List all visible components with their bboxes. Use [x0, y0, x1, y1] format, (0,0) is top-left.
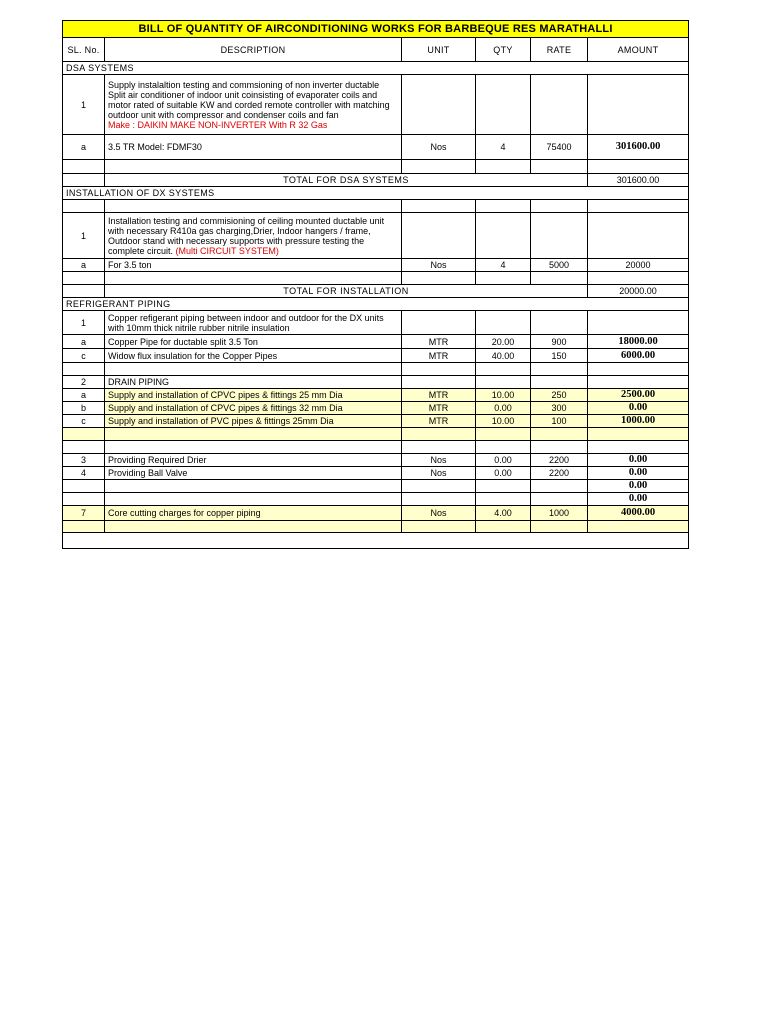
- drain-piping-label: DRAIN PIPING: [105, 376, 402, 389]
- drier-rate: 2200: [531, 454, 588, 467]
- piping-c-amount: 6000.00: [588, 349, 689, 363]
- footer-blank-row: [63, 533, 689, 549]
- core-cutting-qty: 4.00: [476, 506, 531, 521]
- total-row: [63, 285, 689, 298]
- header-rate: RATE: [531, 38, 588, 62]
- dsa-a-qty: 4: [476, 135, 531, 160]
- installation-item1-note: (Multi CIRCUIT SYSTEM): [175, 245, 279, 256]
- valve-description: Providing Ball Valve: [105, 467, 402, 480]
- drain-sl: 2: [63, 376, 105, 389]
- piping-a-amount: 18000.00: [588, 335, 689, 349]
- table-row: [63, 454, 689, 467]
- header-sl: SL. No.: [63, 38, 105, 62]
- drain-c-sl: c: [63, 415, 105, 428]
- total-row: [63, 174, 689, 187]
- drain-b-unit: MTR: [402, 402, 476, 415]
- piping-item1-description: Copper refigerant piping between indoor and outdoor for the DX units with 10mm thick nitrile rubber nitrile insulation: [105, 311, 402, 335]
- section-installation: INSTALLATION OF DX SYSTEMS: [63, 187, 689, 200]
- drain-c-amount: 1000.00: [588, 415, 689, 428]
- valve-qty: 0.00: [476, 467, 531, 480]
- table-row: [63, 493, 689, 506]
- installation-a-amount: 20000: [588, 259, 689, 272]
- piping-a-sl: a: [63, 335, 105, 349]
- table-row: [63, 506, 689, 521]
- header-row: [63, 38, 689, 62]
- valve-rate: 2200: [531, 467, 588, 480]
- piping-item1-sl: 1: [63, 311, 105, 335]
- drier-unit: Nos: [402, 454, 476, 467]
- extra-amount: 0.00: [588, 493, 689, 506]
- drain-b-qty: 0.00: [476, 402, 531, 415]
- drain-b-description: Supply and installation of CPVC pipes & fittings 32 mm Dia: [105, 402, 402, 415]
- dsa-item1-description: [105, 75, 402, 135]
- installation-item1-sl: 1: [63, 213, 105, 259]
- drain-c-unit: MTR: [402, 415, 476, 428]
- boq-table: [62, 20, 689, 549]
- drier-amount: 0.00: [588, 454, 689, 467]
- drier-sl: 3: [63, 454, 105, 467]
- dsa-item1-sl: 1: [63, 75, 105, 135]
- core-cutting-rate: 1000: [531, 506, 588, 521]
- drain-b-rate: 300: [531, 402, 588, 415]
- table-row: [63, 349, 689, 363]
- dsa-a-sl: a: [63, 135, 105, 160]
- drain-a-amount: 2500.00: [588, 389, 689, 402]
- installation-a-description: For 3.5 ton: [105, 259, 402, 272]
- valve-sl: 4: [63, 467, 105, 480]
- dsa-a-amount: 301600.00: [588, 135, 689, 160]
- piping-a-unit: MTR: [402, 335, 476, 349]
- boq-sheet: [62, 20, 688, 549]
- extra-amount: 0.00: [588, 480, 689, 493]
- header-description: DESCRIPTION: [105, 38, 402, 62]
- drain-b-amount: 0.00: [588, 402, 689, 415]
- piping-a-rate: 900: [531, 335, 588, 349]
- piping-c-description: Widow flux insulation for the Copper Pipes: [105, 349, 402, 363]
- dsa-total-amount: 301600.00: [588, 174, 689, 187]
- table-row: [63, 135, 689, 160]
- dsa-item1-text: Supply instalaltion testing and commsioning of non inverter ductable Split air conditioner of indoor unit coinsisting of evaporater coils and motor rated of suitable KW and corded remote controller with matching outdoor unit with compressor and condenser coils and fan: [108, 79, 390, 120]
- piping-c-qty: 40.00: [476, 349, 531, 363]
- dsa-a-rate: 75400: [531, 135, 588, 160]
- installation-item1-text: Installation testing and commisioning of ceiling mounted ductable unit with necessary R410a gas charging,Drier, Indoor hangers / frame, Outdoor stand with necessary supports with pressure testing the complete circuit.: [108, 215, 385, 256]
- core-cutting-amount: 4000.00: [588, 506, 689, 521]
- section-dsa-systems: DSA SYSTEMS: [63, 62, 689, 75]
- installation-a-unit: Nos: [402, 259, 476, 272]
- header-qty: QTY: [476, 38, 531, 62]
- drain-a-unit: MTR: [402, 389, 476, 402]
- installation-item1-description: [105, 213, 402, 259]
- installation-total-label: TOTAL FOR INSTALLATION: [105, 285, 588, 298]
- table-row: [63, 259, 689, 272]
- drain-a-qty: 10.00: [476, 389, 531, 402]
- dsa-item1-make: Make : DAIKIN MAKE NON-INVERTER With R 32 Gas: [108, 119, 328, 130]
- drier-qty: 0.00: [476, 454, 531, 467]
- dsa-total-label: TOTAL FOR DSA SYSTEMS: [105, 174, 588, 187]
- header-amount: AMOUNT: [588, 38, 689, 62]
- drain-b-sl: b: [63, 402, 105, 415]
- installation-total-amount: 20000.00: [588, 285, 689, 298]
- drain-c-rate: 100: [531, 415, 588, 428]
- header-unit: UNIT: [402, 38, 476, 62]
- piping-a-qty: 20.00: [476, 335, 531, 349]
- section-refrigerant-piping: REFRIGERANT PIPING: [63, 298, 689, 311]
- piping-a-description: Copper Pipe for ductable split 3.5 Ton: [105, 335, 402, 349]
- table-row: [63, 402, 689, 415]
- core-cutting-unit: Nos: [402, 506, 476, 521]
- table-row: [63, 480, 689, 493]
- piping-c-unit: MTR: [402, 349, 476, 363]
- table-row: [63, 389, 689, 402]
- drain-a-rate: 250: [531, 389, 588, 402]
- table-row: [63, 467, 689, 480]
- dsa-a-description: 3.5 TR Model: FDMF30: [105, 135, 402, 160]
- drain-c-qty: 10.00: [476, 415, 531, 428]
- drain-c-description: Supply and installation of PVC pipes & fittings 25mm Dia: [105, 415, 402, 428]
- installation-a-sl: a: [63, 259, 105, 272]
- table-row: [63, 311, 689, 335]
- table-row: [63, 75, 689, 135]
- table-row: [63, 335, 689, 349]
- table-row: [63, 213, 689, 259]
- valve-amount: 0.00: [588, 467, 689, 480]
- installation-a-qty: 4: [476, 259, 531, 272]
- drain-a-description: Supply and installation of CPVC pipes & fittings 25 mm Dia: [105, 389, 402, 402]
- sheet-title: BILL OF QUANTITY OF AIRCONDITIONING WORKS FOR BARBEQUE RES MARATHALLI: [63, 21, 689, 38]
- table-row: [63, 376, 689, 389]
- dsa-a-unit: Nos: [402, 135, 476, 160]
- installation-a-rate: 5000: [531, 259, 588, 272]
- table-row: [63, 415, 689, 428]
- valve-unit: Nos: [402, 467, 476, 480]
- piping-c-rate: 150: [531, 349, 588, 363]
- core-cutting-description: Core cutting charges for copper piping: [105, 506, 402, 521]
- core-cutting-sl: 7: [63, 506, 105, 521]
- drain-a-sl: a: [63, 389, 105, 402]
- drier-description: Providing Required Drier: [105, 454, 402, 467]
- piping-c-sl: c: [63, 349, 105, 363]
